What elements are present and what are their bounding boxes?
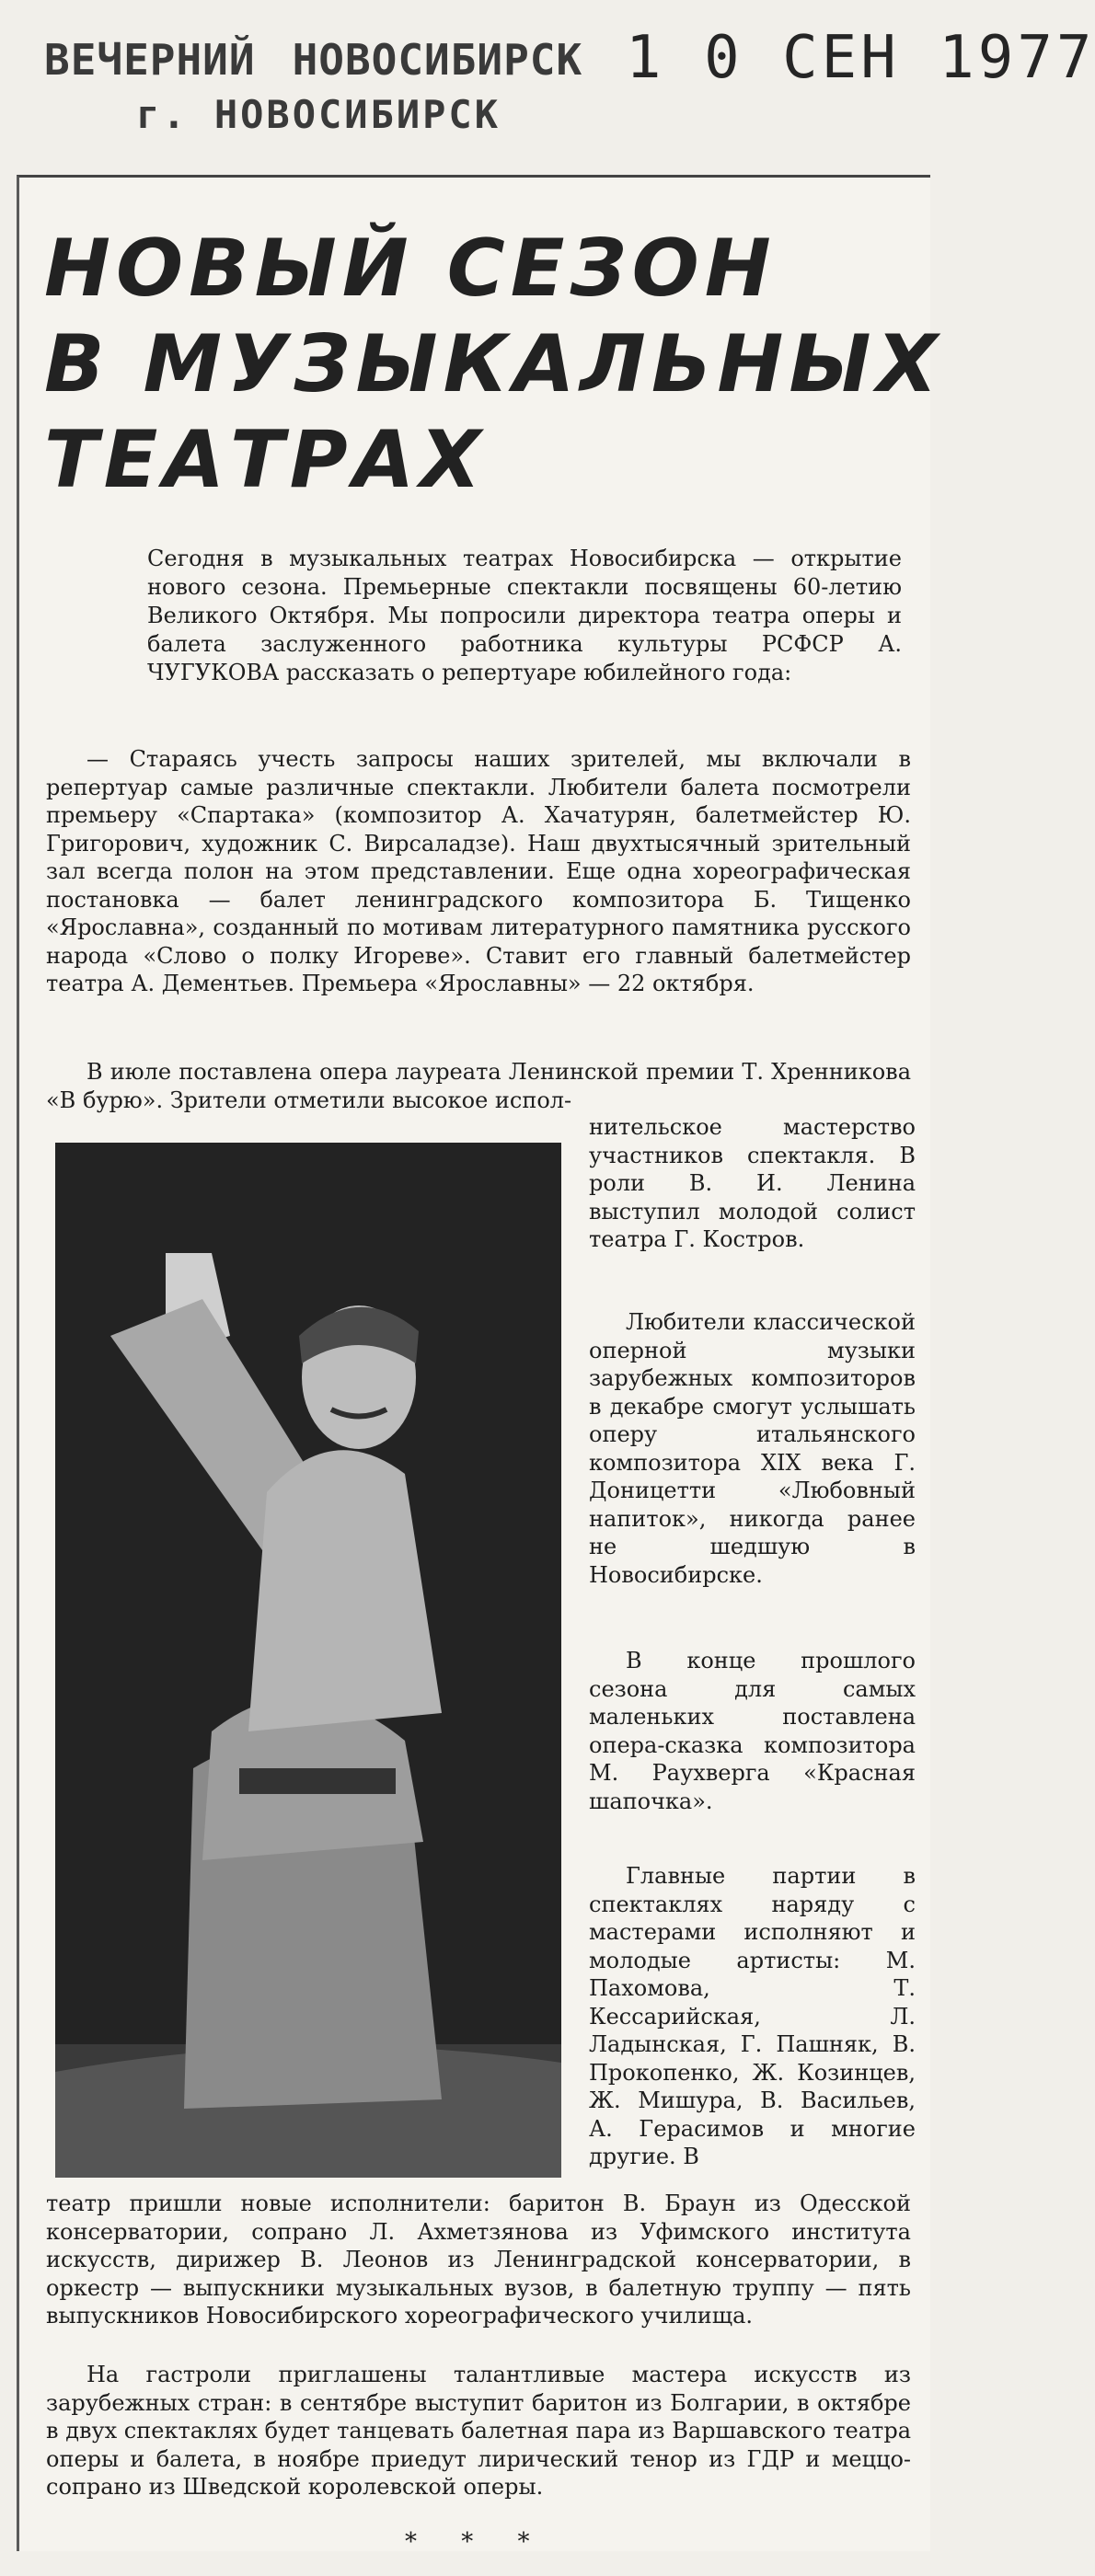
section-separator: * * * bbox=[405, 2528, 548, 2556]
headline-line-2: В МУЗЫКАЛЬНЫХ bbox=[44, 318, 943, 410]
newspaper-stamp bbox=[44, 35, 583, 145]
article-photo bbox=[55, 1143, 561, 2178]
article-paragraph-4: На гастроли приглашены талантливые мастера искусств из зарубежных стран: в сентябре выступит баритон из Болгарии, в октябре в двух спектаклях будет танцевать балетная пара из Варшавского театра оперы и балета, в ноябре приедут лирический тенор из ГДР и меццо-сопрано из Шведской королевской оперы. bbox=[46, 2362, 911, 2500]
article-lead: Сегодня в музыкальных театрах Новосибирска — открытие нового сезона. Премьерные спектакли посвящены 60-летию Великого Октября. Мы попросили директора театра оперы и балета заслуженного работника культуры РСФСР А. ЧУГУКОВА рассказать о репертуаре юбилейного года: bbox=[147, 546, 902, 685]
headline-line-3: ТЕАТРАХ bbox=[44, 414, 487, 506]
newspaper-name bbox=[44, 35, 619, 85]
article-paragraph-3: театр пришли новые исполнители: баритон В. Браун из Одесской консерватории, сопрано Л. Ахметзянова из Уфимского института искусств, дирижер В. Леонов из Ленинградской консерватории, в оркестр — выпускники музыкальных вузов, в балетную труппу — пять выпускников Новосибирского хореографического училища. bbox=[46, 2191, 911, 2329]
singer-photo-illustration bbox=[55, 1143, 561, 2178]
column-text-1: нительское мастерство участников спектакля. В роли В. И. Ленина выступил молодой солист театра Г. Костров. bbox=[589, 1114, 916, 1252]
newspaper-name-part-2: НОВОСИБИРСК bbox=[292, 35, 583, 85]
article-paragraph-1: — Стараясь учесть запросы наших зрителей, мы включали в репертуар самые различные спектакли. Любители балета посмотрели премьеру «Спартака» (композитор А. Хачатурян, балетмейстер Ю. Григорович, художник С. Вирсаладзе). Наш двухтысячный зрительный зал всегда полон на этом представлении. Еще одна хореографическая постановка — балет ленинградского композитора Б. Тищенко «Ярославна», созданный по мотивам литературного памятника русского народа «Слово о полку Игореве». Ставит его главный балетмейстер театра А. Дементьев. Премьера «Ярославны» — 22 октября. bbox=[46, 746, 911, 996]
article-paragraph-2: В июле поставлена опера лауреата Ленинской премии Т. Хренникова «В бурю». Зрители отметили высокое испол- bbox=[46, 1059, 911, 1113]
newspaper-name-part-1: ВЕЧЕРНИЙ bbox=[44, 35, 256, 85]
headline-line-1: НОВЫЙ СЕЗОН bbox=[44, 223, 777, 315]
column-text-3: В конце прошлого сезона для самых маленьких поставлена опера-сказка композитора М. Раухверга «Красная шапочка». bbox=[589, 1648, 916, 1814]
column-text-2: Любители классической оперной музыки зарубежных композиторов в декабре смогут услышать оперу итальянского композитора XIX века Г. Доницетти «Любовный напиток», никогда ранее не шедшую в Новосибирске. bbox=[589, 1309, 916, 1588]
city-name: г. НОВОСИБИРСК bbox=[136, 92, 501, 137]
article-headline bbox=[44, 221, 943, 508]
column-text-4: Главные партии в спектаклях наряду с мастерами исполняют и молодые артисты: М. Пахомова, Т. Кессарийская, Л. Ладынская, Г. Пашняк, В. Прокопенко, Ж. Козинцев, Ж. Мишура, В. Васильев, А. Герасимов и многие другие. В bbox=[589, 1863, 916, 2169]
date-stamp: 1 0 СЕН 1977 bbox=[626, 24, 1095, 92]
